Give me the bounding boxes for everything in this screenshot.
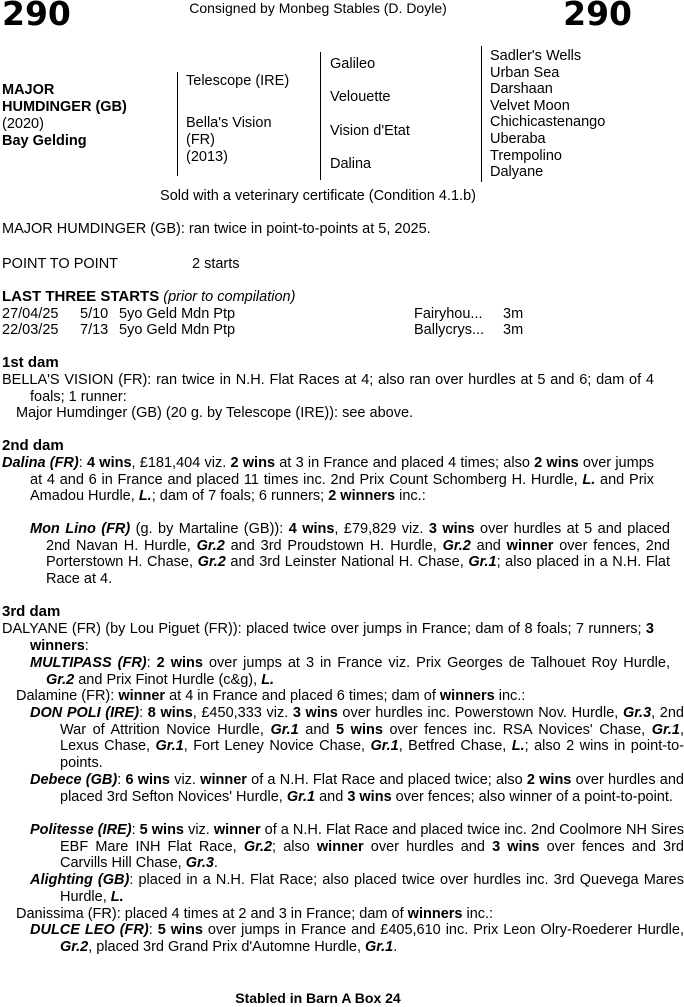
text: and: [315, 788, 348, 805]
pedigree-dam-line2: (FR): [186, 132, 215, 148]
text: over fences; also winner of a point-to-point.: [391, 788, 673, 805]
wins-count: 5 wins: [336, 721, 383, 738]
lot-number-left: 290: [2, 0, 71, 33]
pedigree-sire: Telescope (IRE): [186, 73, 290, 89]
wins-count: 4 wins: [87, 455, 132, 471]
start-distance: 3m: [503, 322, 524, 338]
text: ; also placed in a N.H. Flat Race at 4.: [46, 554, 670, 587]
wins-count: 5 wins: [139, 822, 185, 838]
pedigree-dam-line1: Bella's Vision: [186, 115, 272, 131]
consignor: Consigned by Monbeg Stables (D. Doyle): [189, 0, 447, 16]
text: viz.: [169, 772, 201, 788]
text: over hurdles and placed 3rd Sefton Novices' Hurdle,: [60, 772, 684, 805]
dulce-leo-name: DULCE LEO (FR): [30, 922, 149, 938]
text: at 3 in France and placed 4 times; also: [275, 455, 535, 471]
wins-count: 3 wins: [347, 788, 392, 805]
don-poli-entry: [2, 705, 684, 771]
text: and: [470, 537, 507, 554]
text: of a N.H. Flat Race and placed twice; also: [246, 772, 527, 788]
text: at 4 in France and placed 6 times; dam of: [165, 688, 440, 704]
text: over fences inc. RSA Novices' Chase,: [382, 721, 652, 738]
vet-note: Sold with a veterinary certificate (Condition 4.1.b): [160, 188, 476, 204]
listed-mark: L.: [138, 488, 152, 504]
wins-count: 5 wins: [157, 922, 203, 938]
text: viz.: [184, 822, 214, 838]
text: , Lexus Chase,: [60, 721, 684, 754]
horse-sex: Bay Gelding: [2, 133, 87, 149]
text: of a N.H. Flat Race and placed twice inc. 2nd Coolmore NH Sires EBF Mare INH Flat Race,: [60, 822, 684, 855]
alighting-entry: [2, 872, 684, 905]
wins-count: 2 wins: [156, 655, 203, 671]
danissima-entry: [16, 906, 626, 923]
start-date: 27/04/25: [2, 306, 59, 322]
pedigree-dam: [186, 115, 272, 166]
text: , placed 3rd Grand Prix d'Automne Hurdle,: [88, 938, 366, 955]
text: .: [393, 938, 398, 955]
last-three-title: LAST THREE STARTS: [2, 288, 160, 305]
ptp-label: POINT TO POINT: [2, 256, 119, 272]
horse-year: (2020): [2, 116, 44, 132]
stabling-footer: Stabled in Barn A Box 24: [235, 990, 401, 1006]
politesse-entry: [2, 822, 684, 872]
text: (g. by Martaline (GB)):: [130, 521, 289, 537]
grade-mark: Gr.2: [60, 938, 89, 955]
text: over fences and 3rd Carvills Hill Chase,: [60, 838, 684, 871]
listed-mark: L.: [110, 888, 124, 905]
dalyane-entry: [2, 621, 654, 654]
grade-mark: Gr.1: [370, 738, 399, 754]
horse-name-line1: MAJOR: [2, 82, 55, 98]
text: :: [131, 822, 140, 838]
listed-mark: L.: [261, 671, 275, 688]
winners-count: winners: [439, 688, 495, 704]
dalina-name: Dalina (FR): [2, 455, 79, 471]
text: :: [139, 705, 148, 721]
text: Danissima (FR): placed 4 times at 2 and 3 in France; dam of: [16, 906, 408, 922]
grade-mark: Gr.1: [468, 554, 497, 570]
politesse-name: Politesse (IRE): [30, 822, 132, 838]
start-course: Fairyhou...: [414, 306, 483, 322]
text: .: [213, 855, 218, 871]
winner-mark: winner: [200, 772, 247, 788]
race-summary: MAJOR HUMDINGER (GB): ran twice in point-to-points at 5, 2025.: [2, 221, 431, 237]
don-poli-name: DON POLI (IRE): [30, 705, 140, 721]
pedigree-gen3-1: Sadler's Wells: [490, 48, 582, 64]
dulce-leo-entry: [2, 922, 684, 955]
start-position: 7/13: [80, 322, 109, 338]
pedigree-gen2-4: Dalina: [330, 156, 372, 172]
text: , Betfred Chase,: [398, 738, 512, 754]
grade-mark: Gr.3: [622, 705, 652, 721]
second-dam-heading: 2nd dam: [2, 437, 64, 454]
wins-count: 3 wins: [292, 705, 338, 721]
text: and: [298, 721, 337, 738]
pedigree-divider-1: [177, 72, 178, 176]
debece-entry: [2, 772, 684, 805]
listed-mark: L.: [582, 471, 596, 488]
start-distance: 3m: [503, 306, 524, 322]
start-position: 5/10: [80, 306, 109, 322]
text: and 3rd Leinster National H. Chase,: [225, 554, 469, 570]
pedigree-gen2-3: Vision d'Etat: [330, 123, 410, 139]
multipass-name: MULTIPASS (FR): [30, 655, 147, 671]
pedigree-dam-line3: (2013): [186, 149, 228, 165]
wins-count: 2 wins: [526, 772, 572, 788]
grade-mark: Gr.2: [442, 537, 471, 554]
text: over hurdles and: [363, 838, 493, 855]
wins-count: 3 wins: [428, 521, 475, 537]
text: , £181,404 viz.: [131, 455, 231, 471]
start-race: 5yo Geld Mdn Ptp: [119, 306, 236, 322]
text: DALYANE (FR) (by Lou Piguet (FR)): placed twice over jumps in France; dam of 8 foals; 7 runners;: [2, 621, 646, 637]
text: , 2nd War of Attrition Novice Hurdle,: [60, 705, 684, 738]
horse-name-line2: HUMDINGER (GB): [2, 99, 127, 115]
pedigree-gen3-2: Urban Sea: [490, 64, 560, 81]
first-dam-heading: 1st dam: [2, 354, 59, 371]
text: and Prix Finot Hurdle (c&g),: [74, 671, 262, 688]
alighting-name: Alighting (GB): [30, 872, 130, 888]
text: over jumps at 3 in France viz. Prix Georges de Talhouet Roy Hurdle,: [202, 655, 670, 671]
winners-count: winners: [407, 906, 463, 922]
last-three-note: (prior to compilation): [163, 289, 296, 305]
mon-lino-name: Mon Lino (FR): [30, 521, 131, 537]
first-dam-produce: Major Humdinger (GB) (20 g. by Telescope (IRE)): see above.: [16, 405, 414, 421]
dalina-entry: Dalina (FR): 4 wins, £181,404 viz. 2 wins at 3 in France and placed 4 times; also 2 wins over jumps at 4 and 6 in France and placed 11 times inc. 2nd Prix Count Schomberg H. Hurdle, L. and Prix Amadou Hurdle, L.; dam of 7 foals; 6 runners; 2 winners inc.:: [2, 455, 655, 504]
grade-mark: Gr.1: [270, 721, 299, 738]
mon-lino-entry: [2, 521, 670, 587]
grade-mark: Gr.2: [197, 554, 226, 570]
text: inc.:: [395, 488, 426, 504]
text: ; dam of 7 foals; 6 runners;: [151, 488, 329, 504]
text: and 3rd Proudstown H. Hurdle,: [224, 537, 443, 554]
first-dam-text: BELLA'S VISION (FR): ran twice in N.H. Flat Races at 4; also ran over hurdles at 5 and 6; dam of 4 foals; 1 runner:: [2, 372, 654, 405]
last-three-heading: [2, 289, 295, 306]
wins-count: 2 wins: [534, 455, 579, 471]
text: Dalamine (FR):: [16, 688, 119, 704]
wins-count: 8 wins: [147, 705, 193, 721]
third-dam-heading: 3rd dam: [2, 603, 61, 620]
pedigree-gen3-5: Chichicastenango: [490, 114, 606, 131]
winner-mark: winner: [506, 537, 554, 554]
grade-mark: Gr.1: [155, 738, 184, 754]
multipass-entry: [2, 655, 670, 688]
start-course: Ballycrys...: [414, 322, 485, 338]
pedigree-divider-2: [320, 52, 321, 180]
pedigree-gen3-7: Trempolino: [490, 147, 562, 164]
grade-mark: Gr.1: [365, 938, 394, 955]
text: over fences, 2nd Porterstown H. Chase,: [46, 537, 670, 570]
wins-count: 3 wins: [492, 838, 540, 855]
text: ; also 2 wins in point-to-points.: [60, 738, 684, 771]
text: , Fort Leney Novice Chase,: [183, 738, 371, 754]
text: over hurdles at 5 and placed 2nd Navan H. Hurdle,: [46, 521, 670, 554]
horse-identity: [2, 82, 172, 150]
text: over jumps in France and £405,610 inc. Prix Leon Olry-Roederer Hurdle,: [202, 922, 684, 938]
pedigree-gen2-2: Velouette: [330, 89, 391, 105]
text: and Prix Amadou Hurdle,: [30, 471, 654, 504]
grade-mark: Gr.1: [286, 788, 316, 805]
dalamine-entry: [16, 688, 626, 705]
winner-mark: winner: [316, 838, 364, 855]
text: :: [84, 637, 89, 654]
text: , £79,829 viz.: [334, 521, 429, 537]
grade-mark: Gr.1: [651, 721, 680, 738]
winners-count: 2 winners: [328, 488, 396, 504]
winner-mark: winner: [213, 822, 261, 838]
pedigree-gen3-8: Dalyane: [490, 164, 544, 181]
text: over jumps at 4 and 6 in France and placed 11 times inc. 2nd Prix Count Schomberg H. Hurdle,: [30, 455, 655, 488]
text: :: [148, 922, 158, 938]
debece-name: Debece (GB): [30, 772, 118, 788]
text: inc.:: [462, 906, 494, 922]
start-date: 22/03/25: [2, 322, 59, 338]
ptp-value: 2 starts: [192, 256, 240, 272]
winner-mark: winner: [118, 688, 166, 704]
text: , £450,333 viz.: [192, 705, 293, 721]
start-race: 5yo Geld Mdn Ptp: [119, 322, 236, 338]
grade-mark: Gr.2: [46, 671, 75, 688]
pedigree-block: [0, 46, 636, 182]
grade-mark: Gr.3: [185, 855, 214, 871]
wins-count: 6 wins: [125, 772, 170, 788]
grade-mark: Gr.2: [196, 537, 225, 554]
pedigree-gen2-1: Galileo: [330, 56, 376, 72]
listed-mark: L.: [511, 738, 525, 754]
pedigree-gen3: [490, 48, 605, 181]
wins-count: 2 wins: [230, 455, 276, 471]
text: :: [117, 772, 126, 788]
winners-count: 3 winners: [30, 621, 654, 654]
text: over hurdles inc. Powerstown Nov. Hurdle,: [337, 705, 623, 721]
text: inc.:: [494, 688, 526, 704]
pedigree-gen3-4: Velvet Moon: [490, 97, 570, 114]
wins-count: 4 wins: [288, 521, 335, 537]
text: : placed in a N.H. Flat Race; also placed twice over hurdles inc. 3rd Quevega Mares Hurdle,: [60, 872, 684, 905]
text: :: [146, 655, 157, 671]
lot-number-right: 290: [563, 0, 632, 33]
text: ; also: [272, 838, 317, 855]
pedigree-divider-3: [481, 46, 482, 182]
pedigree-gen3-6: Uberaba: [490, 130, 546, 147]
pedigree-gen3-3: Darshaan: [490, 81, 553, 98]
grade-mark: Gr.2: [243, 838, 273, 855]
